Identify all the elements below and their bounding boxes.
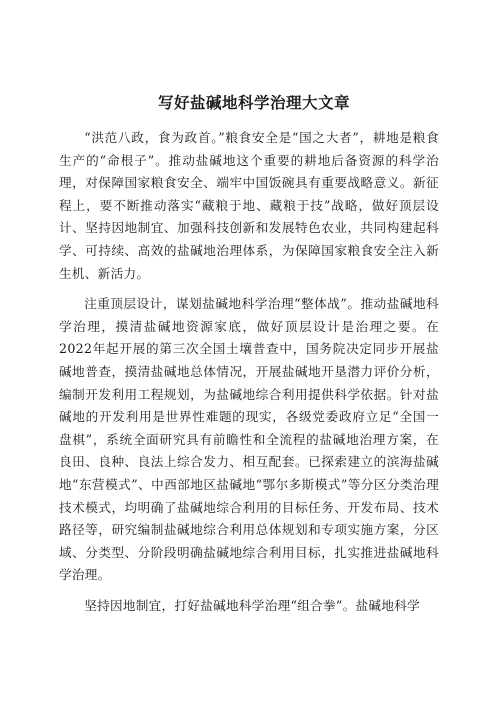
article-title: 写好盐碱地科学治理大文章 xyxy=(157,94,350,112)
paragraph-intro: “洪范八政，食为政首。”粮食安全是“国之大者”，耕地是粮食生产的“命根子”。推动盐碱地这个重要的耕地后备资源的科学治理，对保障国家粮食安全、端牢中国饭碗具有重要战略意义。新征程上，要不断推动落实“藏粮于地、藏粮于技”战略，做好顶层设计、坚持因地制宜、加强科技创新和发展特色农业，共同构建起科学、可持续、高效的盐碱地治理体系，为保障国家粮食安全注入新生机、新活力。 xyxy=(59,130,439,281)
paragraph-top-level-design: 注重顶层设计，谋划盐碱地科学治理“整体战”。推动盐碱地科学治理，摸清盐碱地资源家底，做好顶层设计是治理之要。在2022年起开展的第三次全国土壤普查中，国务院决定同步开展盐碱地普查，摸清盐碱地总体情况，开展盐碱地开垦潜力评价分析，编制开发利用工程规划，为盐碱地综合利用提供科学依据。针对盐碱地的开发利用是世界性难题的现实，各级党委政府立足“全国一盘棋”，系统全面研究具有前瞻性和全流程的盐碱地治理方案，在良田、良种、良法上综合发力、相互配套。已探索建立的滨海盐碱地“东营模式”、中西部地区盐碱地“鄂尔多斯模式”等分区分类治理技术模式，均明确了盐碱地综合利用的目标任务、开发布局、技术路径等，研究编制盐碱地综合利用总体规划和专项实施方案，分区域、分类型、分阶段明确盐碱地综合利用目标，扎实推进盐碱地科学治理。 xyxy=(59,296,439,583)
paragraph-local-conditions: 坚持因地制宜，打好盐碱地科学治理“组合拳”。盐碱地科学 xyxy=(84,597,421,613)
